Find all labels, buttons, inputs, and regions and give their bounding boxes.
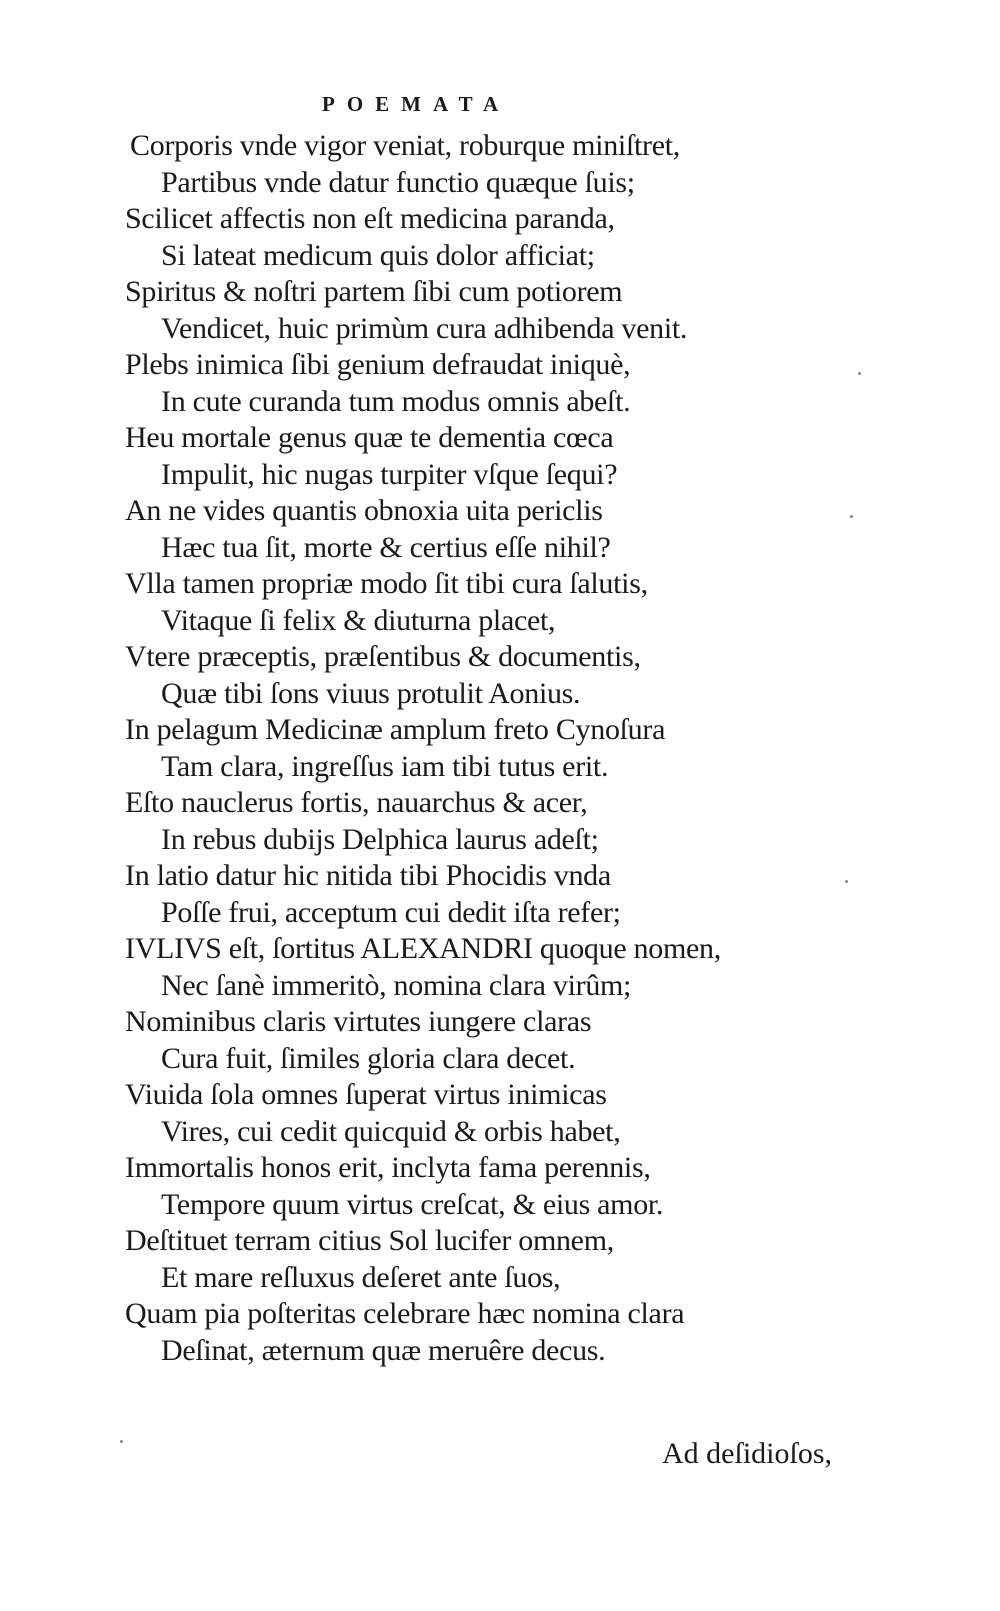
print-speck: [120, 1440, 123, 1443]
poem-line: Hæc tua ſit, morte & certius eſſe nihil?: [161, 530, 611, 564]
poem-line: Spiritus & noſtri partem ſibi cum potiorem: [125, 275, 623, 308]
poem-line: Heu mortale genus quæ te dementia cœca: [125, 421, 614, 454]
poem-line: Deſtituet terram citius Sol lucifer omnem,: [125, 1224, 614, 1257]
poem-line: Vendicet, huic primùm cura adhibenda venit.: [161, 311, 688, 345]
poem-line: Tam clara, ingreſſus iam tibi tutus erit.: [161, 749, 609, 783]
print-speck: [850, 515, 853, 518]
poem-line: Immortalis honos erit, inclyta fama perennis,: [125, 1151, 651, 1184]
poem-line: An ne vides quantis obnoxia uita periclis: [125, 494, 603, 527]
poem-line: Vitaque ſi felix & diuturna placet,: [161, 603, 556, 637]
poem-line: Nec ſanè immeritò, nomina clara virûm;: [161, 968, 632, 1002]
poem-line: Quam pia poſteritas celebrare hæc nomina clara: [125, 1297, 685, 1330]
poem-line: Vtere præceptis, præſentibus & documentis,: [125, 640, 641, 673]
poem-line: Cura fuit, ſimiles gloria clara decet.: [161, 1041, 576, 1075]
poem-line: In rebus dubijs Delphica laurus adeſt;: [161, 822, 599, 856]
poem-line: Vlla tamen propriæ modo ſit tibi cura ſalutis,: [125, 567, 648, 600]
poem-line: Vires, cui cedit quicquid & orbis habet,: [161, 1114, 621, 1148]
poem-body: [125, 128, 845, 1369]
poem-line: Si lateat medicum quis dolor afficiat;: [161, 238, 595, 272]
print-speck: [845, 880, 848, 883]
poem-line: Scilicet affectis non eſt medicina paranda,: [125, 202, 615, 235]
poem-line: Viuida ſola omnes ſuperat virtus inimicas: [125, 1078, 607, 1111]
catchword: Ad deſidioſos,: [662, 1437, 832, 1470]
poem-line: Deſinat, æternum quæ meruêre decus.: [161, 1333, 606, 1367]
poem-line: Impulit, hic nugas turpiter vſque ſequi?: [161, 457, 618, 491]
poem-line: Eſto nauclerus fortis, nauarchus & acer,: [125, 786, 588, 819]
poem-line: Et mare reſluxus deſeret ante ſuos,: [161, 1260, 561, 1294]
poem-line: IVLIVS eſt, ſortitus ALEXANDRI quoque nomen,: [125, 932, 721, 965]
poem-line: In pelagum Medicinæ amplum freto Cynoſura: [125, 713, 666, 746]
poem-line: Tempore quum virtus creſcat, & eius amor.: [161, 1187, 664, 1221]
poem-line: Plebs inimica ſibi genium defraudat iniquè,: [125, 348, 631, 381]
poem-line: Poſſe frui, acceptum cui dedit iſta refer;: [161, 895, 621, 929]
running-title: POEMATA: [322, 92, 511, 116]
poem-line: In latio datur hic nitida tibi Phocidis vnda: [125, 859, 611, 892]
poem-line: Nominibus claris virtutes iungere claras: [125, 1005, 592, 1038]
poem-line: In cute curanda tum modus omnis abeſt.: [161, 384, 631, 418]
poem-line: Corporis vnde vigor veniat, roburque miniſtret,: [130, 129, 680, 162]
poem-line: Partibus vnde datur functio quæque ſuis;: [161, 165, 635, 199]
poem-line: Quæ tibi ſons viuus protulit Aonius.: [161, 676, 581, 710]
print-speck: [858, 372, 861, 375]
